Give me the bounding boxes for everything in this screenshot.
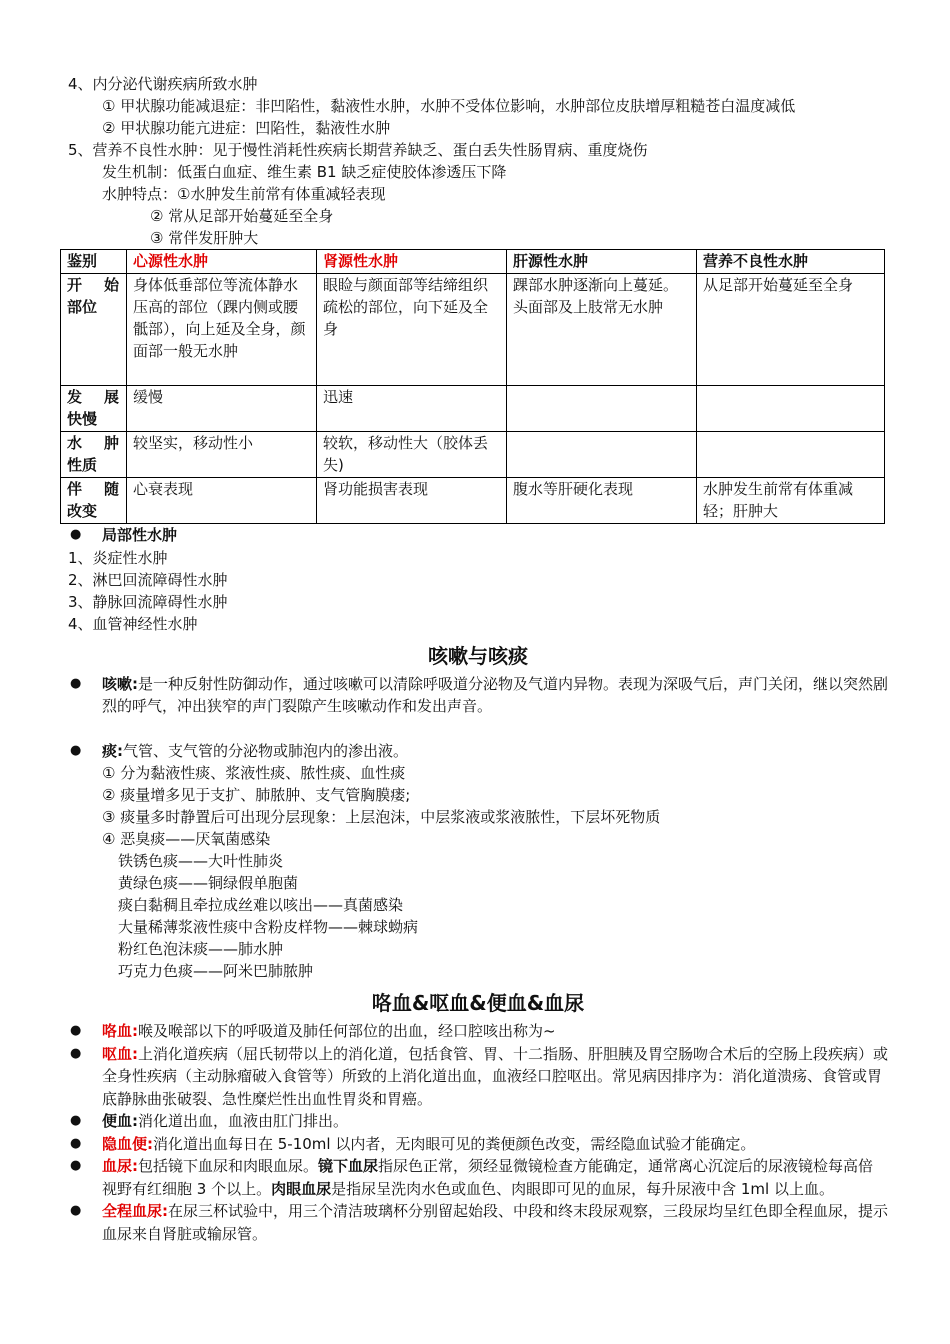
nutrition-features-label: 水肿特点：①水肿发生前常有体重减轻表现 [102, 185, 386, 203]
bullet-icon: ● [70, 1158, 82, 1173]
melena-definition: ● 便血:消化道出血，血液由肛门排出。 [68, 1110, 888, 1133]
bullet-icon: ● [70, 1135, 82, 1151]
bullet-icon: ● [70, 527, 82, 542]
sputum-color: 铁锈色痰——大叶性肺炎 [118, 852, 284, 870]
sputum-item: ① 分为黏液性痰、浆液性痰、脓性痰、血性痰 [102, 764, 406, 782]
occult-blood-definition: ● 隐血便:消化道出血每日在 5-10ml 以内者，无肉眼可见的粪便颜色改变，需经隐血试验才能确定。 [68, 1133, 888, 1156]
table-row [61, 274, 885, 386]
local-item: 3、静脉回流障碍性水肿 [68, 592, 228, 611]
row-label-nature: 水 肿 性质 [61, 432, 127, 478]
table-cell: 从足部开始蔓延至全身 [697, 274, 885, 386]
hematemesis-definition: ● 呕血:上消化道疾病（屈氏韧带以上的消化道，包括食管、胃、十二指肠、肝胆胰及胃空肠吻合术后的空肠上段疾病）或全身性疾病（主动脉瘤破入食管等）所致的上消化道出血，血液经口腔呕出。常见病因排序为：消化道溃疡、食管或胃底静脉曲张破裂、急性糜烂性出血性胃炎和胃癌。 [70, 1044, 889, 1108]
total-hematuria-definition: ● 全程血尿:在尿三杯试验中，用三个清洁玻璃杯分别留起始段、中段和终末段尿观察，三段尿均呈红色即全程血尿，提示血尿来自肾脏或输尿管。 [70, 1202, 889, 1243]
sputum-color: 痰白黏稠且牵拉成丝难以咳出——真菌感染 [118, 896, 404, 914]
header-cell-renal: 肾源性水肿 [317, 250, 507, 274]
bleeding-section-heading: 咯血&呕血&便血&血尿 [371, 991, 585, 1015]
local-item: 2、淋巴回流障碍性水肿 [68, 570, 228, 589]
hemoptysis-definition: ● 咯血:喉及喉部以下的呼吸道及肺任何部位的出血，经口腔咳出称为~ [68, 1020, 888, 1043]
nutrition-mechanism: 发生机制：低蛋白血症、维生素 B1 缺乏症使胶体渗透压下降 [102, 163, 507, 181]
document-page [68, 73, 888, 1245]
bullet-icon: ● [70, 1045, 82, 1061]
endocrine-item-hypothyroid: ① 甲状腺功能减退症：非凹陷性，黏液性水肿，水肿不受体位影响，水肿部位皮肤增厚粗糙苍白温度减低 [102, 97, 796, 115]
sputum-color: 大量稀薄浆液性痰中含粉皮样物——棘球蚴病 [118, 918, 419, 936]
sputum-definition: ● 痰:气管、支气管的分泌物或肺泡内的渗出液。 [68, 740, 888, 763]
table-row [61, 432, 885, 478]
table-cell: 缓慢 [127, 386, 317, 432]
header-cell-cardiac: 心源性水肿 [127, 250, 317, 274]
hematuria-definition: ● 血尿:包括镜下血尿和肉眼血尿。镜下血尿指尿色正常，须经显微镜检查方能确定，通常离心沉淀后的尿液镜检每高倍视野有红细胞 3 个以上。肉眼血尿是指尿呈洗肉水色或血色、肉眼即可见的血尿，每升尿液中含 1ml 以上血。 [70, 1157, 874, 1198]
bullet-icon: ● [70, 1113, 82, 1128]
table-cell [697, 386, 885, 432]
cough-definition: ● 咳嗽:是一种反射性防御动作，通过咳嗽可以清除呼吸道分泌物及气道内异物。表现为深吸气后，声门关闭，继以突然剧烈的呼气，冲出狭窄的声门裂隙产生咳嗽动作和发出声音。 [70, 674, 889, 715]
header-cell-nutritional: 营养不良性水肿 [697, 250, 885, 274]
table-cell: 腹水等肝硬化表现 [507, 478, 697, 524]
table-cell [507, 386, 697, 432]
sputum-item: ③ 痰量多时静置后可出现分层现象：上层泡沫，中层浆液或浆液脓性，下层坏死物质 [102, 808, 661, 826]
table-cell: 肾功能损害表现 [317, 478, 507, 524]
table-cell: 水肿发生前常有体重减轻；肝肿大 [697, 478, 885, 524]
sputum-color: 黄绿色痰——铜绿假单胞菌 [118, 874, 299, 892]
nutrition-feature-3: ③ 常伴发肝肿大 [150, 229, 259, 247]
table-cell: 较坚实，移动性小 [127, 432, 317, 478]
local-item: 1、炎症性水肿 [68, 548, 168, 567]
sputum-color: 粉红色泡沫痰——肺水肿 [118, 940, 284, 958]
cough-section-heading: 咳嗽与咳痰 [428, 643, 528, 668]
table-cell [507, 432, 697, 478]
row-label-accompany: 伴 随 改变 [61, 478, 127, 524]
sputum-item: ② 痰量增多见于支扩、肺脓肿、支气管胸膜瘘; [102, 786, 411, 804]
table-cell: 踝部水肿逐渐向上蔓延。头面部及上肢常无水肿 [507, 274, 697, 386]
sputum-color: 巧克力色痰——阿米巴肺脓肿 [118, 962, 314, 980]
table-cell: 迅速 [317, 386, 507, 432]
header-cell-hepatic: 肝源性水肿 [507, 250, 697, 274]
endocrine-item-hyperthyroid: ② 甲状腺功能亢进症：凹陷性，黏液性水肿 [102, 119, 391, 137]
header-cell-identify: 鉴别 [61, 250, 127, 274]
bullet-icon: ● [70, 742, 82, 758]
edema-comparison-table [60, 249, 885, 524]
table-cell [697, 432, 885, 478]
sputum-item: ④ 恶臭痰——厌氧菌感染 [102, 830, 271, 848]
row-label-onset: 开 始 部位 [61, 274, 127, 386]
bullet-icon: ● [70, 1023, 82, 1038]
table-cell: 较软，移动性大（胶体丢失) [317, 432, 507, 478]
table-row [61, 386, 885, 432]
endocrine-title: 4、内分泌代谢疾病所致水肿 [68, 75, 258, 93]
nutrition-title: 5、营养不良性水肿：见于慢性消耗性疾病长期营养缺乏、蛋白丢失性肠胃病、重度烧伤 [68, 141, 648, 159]
bullet-icon: ● [70, 675, 82, 691]
nutrition-feature-2: ② 常从足部开始蔓延至全身 [150, 207, 334, 225]
bullet-icon: ● [70, 1203, 82, 1218]
table-cell: 眼睑与颜面部等结缔组织疏松的部位，向下延及全身 [317, 274, 507, 386]
row-label-speed: 发 展 快慢 [61, 386, 127, 432]
table-cell: 身体低垂部位等流体静水压高的部位（踝内侧或腰骶部），向上延及全身，颜面部一般无水肿 [127, 274, 317, 386]
local-edema-heading: ● 局部性水肿 [68, 524, 888, 547]
table-header-row [61, 250, 885, 274]
local-item: 4、血管神经性水肿 [68, 614, 198, 633]
table-cell: 心衰表现 [127, 478, 317, 524]
table-row [61, 478, 885, 524]
